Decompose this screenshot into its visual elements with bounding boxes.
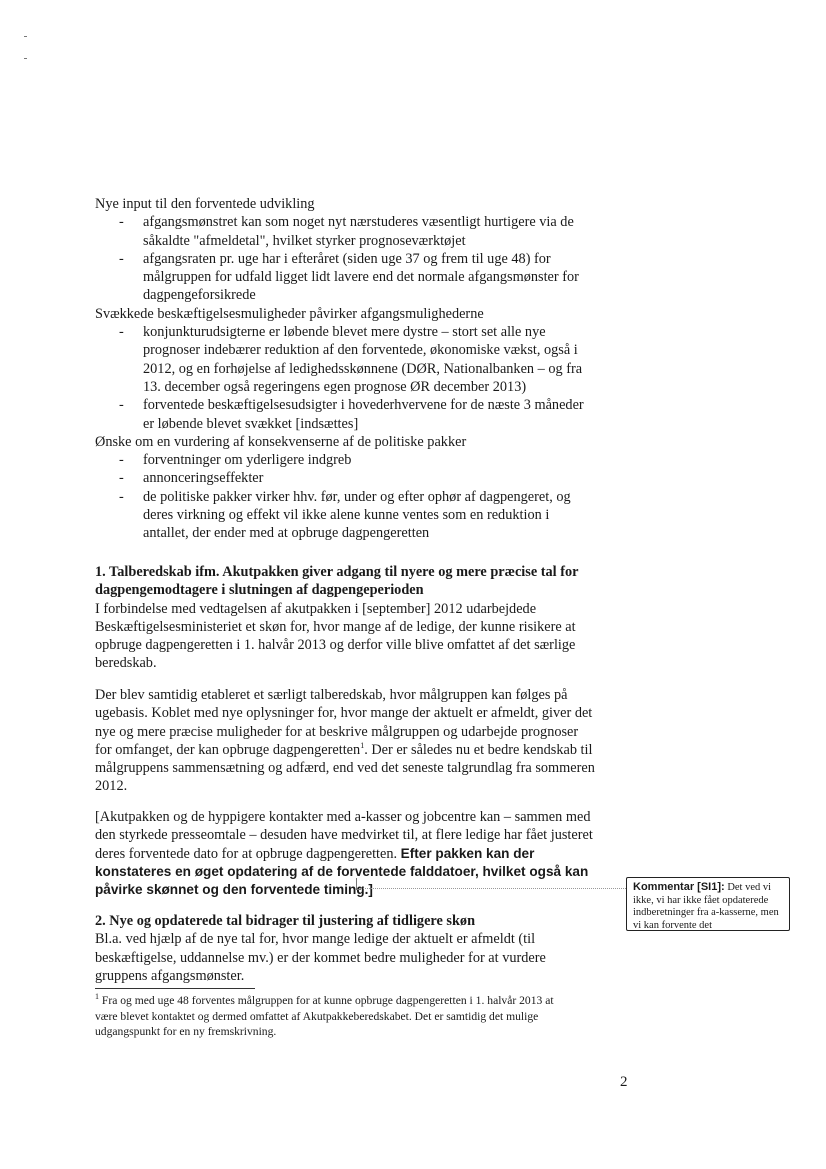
footnote-ref[interactable]: 1 — [360, 741, 365, 751]
bullet-list — [95, 451, 595, 542]
scan-mark — [24, 58, 27, 59]
intro-heading: Ønske om en vurdering af konsekvenserne af de politiske pakker — [95, 433, 467, 450]
body-paragraph — [95, 686, 595, 796]
commented-text[interactable]: Efter pakken kan der konstateres en øget opdatering af de forventede falddatoer, hvilket også kan påvirke skønnet og den forventede timing.] — [95, 845, 589, 898]
body-paragraph: Bl.a. ved hjælp af de nye tal for, hvor mange ledige der aktuelt er afmeldt (til beskæftigelse, uddannelse mv.) er der kommet bedre muligheder for at vurdere gruppens afgangsmønster. — [95, 931, 546, 984]
comment-label: Kommentar [SI1]: — [633, 881, 725, 893]
footnote-marker: 1 — [95, 992, 99, 1002]
section-2 — [95, 912, 595, 985]
scan-mark — [24, 36, 27, 37]
list-item: - forventede beskæftigelsesudsigter i hovederhvervene for de næste 3 måneder er løbende blevet svækket [indsættes] — [95, 396, 595, 433]
paragraph-text: . Der er således nu et bedre kendskab til målgruppens sammensætning og adfærd, end ved det seneste talgrundlag fra sommeren 2012. — [95, 741, 595, 795]
intro-group — [95, 433, 595, 543]
intro-list — [95, 195, 595, 543]
list-item: - de politiske pakker virker hhv. før, under og efter ophør af dagpengeret, og deres virkning og effekt vil ikke alene kunne ventes som en reduktion i antallet, der ender med at opbruge dagpengeretten — [95, 488, 595, 543]
comment-text: Det ved vi ikke, vi har ikke fået opdaterede indberetninger fra a-kasserne, men vi kan forvente det — [633, 882, 779, 931]
page-number: 2 — [620, 1074, 628, 1090]
paragraph-text: Der blev samtidig etableret et særligt talberedskab, hvor målgruppen kan følges på ugebasis. Koblet med nye oplysninger for, hvor mange der aktuelt er afmeldt, giver det nye og mere præcise muligheder for at beskrive målgruppen og udarbejde prognoser for omfanget, der kan opbruge dagpengeretten — [95, 687, 593, 758]
section-1-paragraph-3 — [95, 808, 595, 899]
bullet-list — [95, 213, 595, 304]
footnote-divider — [95, 988, 255, 989]
bullet-list — [95, 323, 595, 433]
body-paragraph: I forbindelse med vedtagelsen af akutpakken i [september] 2012 udarbejdede Beskæftigelsesministeriet et skøn for, hvor mange af de ledige, der kunne risikere at opbruge dagpengeretten i 1. halvår 2013 og derfor ville blive omfattet af det særlige beredskab. — [95, 600, 576, 672]
comment-connector — [360, 888, 626, 889]
section-title: 2. Nye og opdaterede tal bidrager til justering af tidligere skøn — [95, 913, 476, 929]
paragraph-text: [Akutpakken og de hyppigere kontakter med a-kasser og jobcentre kan – sammen med den styrkede presseomtale – desuden have medvirket til, at flere ledige har fået justeret deres forventede dato for at opbruge dagpengeretten. — [95, 809, 593, 862]
footnote-text: Fra og med uge 48 forventes målgruppen for at kunne opbruge dagpengeretten i 1. halvår 2013 at være blevet kontaktet og dermed omfattet af Akutpakkeberedskabet. Det er samtidig det mulige udgangspunkt for en ny fremskrivning. — [95, 994, 554, 1038]
intro-heading: Nye input til den forventede udvikling — [95, 196, 315, 212]
intro-group — [95, 305, 595, 433]
list-item: - forventninger om yderligere indgreb — [95, 451, 595, 469]
section-1 — [95, 563, 595, 673]
intro-heading: Svækkede beskæftigelsesmuligheder påvirker afgangsmulighederne — [95, 305, 484, 322]
footnote — [95, 993, 575, 1040]
section-title: 1. Talberedskab ifm. Akutpakken giver adgang til nyere og mere præcise tal for dagpengemodtagere i slutningen af dagpengeperioden — [95, 564, 579, 599]
section-1-paragraph-2 — [95, 686, 595, 796]
comment-balloon[interactable] — [626, 877, 790, 931]
intro-group — [95, 195, 595, 305]
list-item: - konjunkturudsigterne er løbende blevet mere dystre – stort set alle nye prognoser indebærer reduktion af den forventede, økonomiske vækst, også i 2012, og en forhøjelse af ledighedsskønnene (DØR, Nationalbanken – og fra 13. december også regeringens egen prognose ØR december 2013) — [95, 323, 595, 396]
list-item: - afgangsraten pr. uge har i efteråret (siden uge 37 og frem til uge 48) for målgruppen for udfald ligget lidt lavere end det normale afgangsmønster for dagpengeforsikrede — [95, 250, 595, 305]
list-item: - annonceringseffekter — [95, 469, 595, 487]
body-paragraph — [95, 808, 595, 899]
list-item: - afgangsmønstret kan som noget nyt nærstuderes væsentligt hurtigere via de såkaldte "afmeldetal", hvilket styrker prognoseværktøjet — [95, 213, 595, 250]
